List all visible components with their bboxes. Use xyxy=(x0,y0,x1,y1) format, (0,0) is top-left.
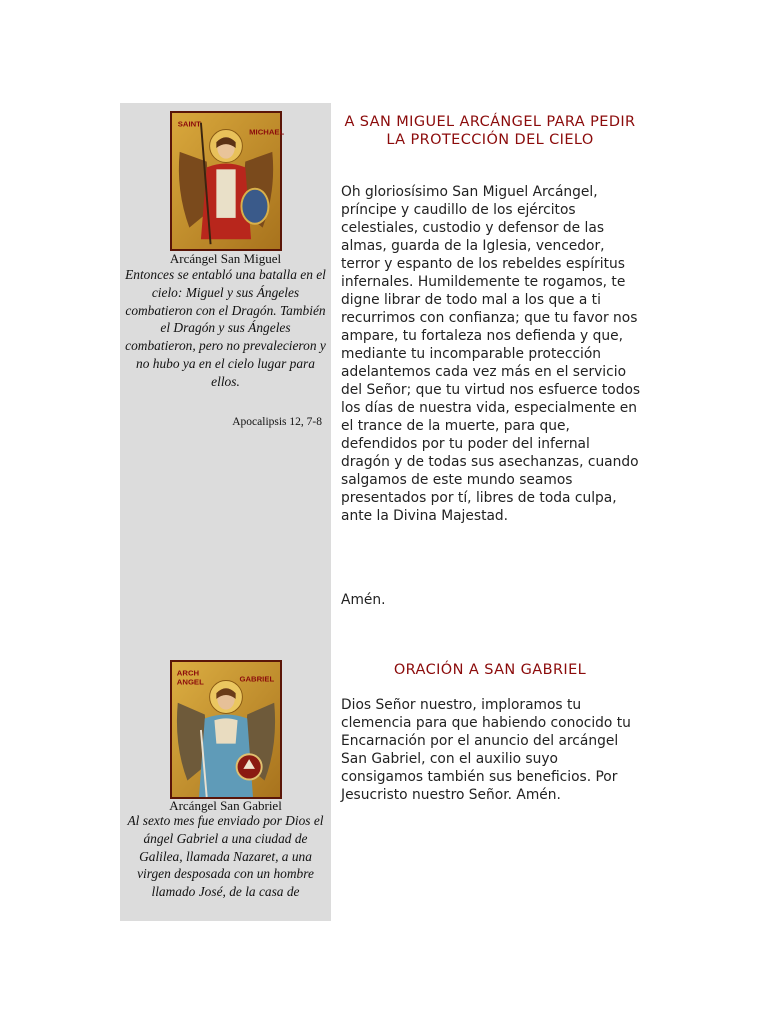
gabriel-caption-title: Arcángel San Gabriel xyxy=(169,798,282,813)
saint-michael-icon-image xyxy=(170,111,285,251)
michael-caption-title: Arcángel San Miguel xyxy=(169,251,282,266)
michael-prayer-title: A SAN MIGUEL ARCÁNGEL PARA PEDIR LA PROTECCIÓN DEL CIELO xyxy=(344,114,636,148)
sidebar-column xyxy=(120,103,331,921)
icon-text-michael: MICHAEL xyxy=(249,127,285,137)
gabriel-prayer-body: Dios Señor nuestro, imploramos tu clemencia para que habiendo conocido tu Encarnación por el anuncio del arcángel San Gabriel, con el auxilio suyo consigamos también sus beneficios. Por Jesucristo nuestro Señor. Amén. xyxy=(341,697,631,803)
michael-prayer-body: Oh gloriosísimo San Miguel Arcángel, príncipe y caudillo de los ejércitos celestiales, custodio y defensor de las almas, guarda de la Iglesia, vencedor, terror y espanto de los rebeldes espíritus infernales. Humildemente te rogamos, te digne librar de todo mal a los que a ti recurrimos con confianza; que tu favor nos ampare, tu fortaleza nos defienda y que, mediante tu incomparable protección adelantemos cada vez más en el servicio del Señor; que tu virtud nos esfuerce todos los días de nuestra vida, especialmente en el trance de la muerte, para que, defendidos por tu poder del infernal dragón y de todas sus asechanzas, cuando salgamos de este mundo seamos presentados por tí, libres de toda culpa, ante la Divina Majestad. xyxy=(341,184,641,524)
michael-quote: Entonces se entabló una batalla en el cielo: Miguel y sus Ángeles combatieron con el Dragón. También el Dragón y sus Ángeles combatieron, pero no prevalecieron y no hubo ya en el cielo lugar para ellos. xyxy=(125,267,326,389)
icon-text-gabriel: GABRIEL xyxy=(239,674,275,684)
saint-gabriel-icon-image xyxy=(170,660,282,799)
icon-text-angel: ANGEL xyxy=(176,677,204,687)
michael-prayer-amen: Amén. xyxy=(341,592,386,608)
gabriel-prayer-title: ORACIÓN A SAN GABRIEL xyxy=(393,662,587,678)
gabriel-quote: Al sexto mes fue enviado por Dios el ángel Gabriel a una ciudad de Galilea, llamada Nazaret, a una virgen desposada con un hombre llamado José, de la casa de xyxy=(127,813,324,900)
icon-text-saint: SAINT xyxy=(177,119,201,129)
icon-text-arch: ARCH xyxy=(176,668,200,678)
michael-reference: Apocalipsis 12, 7-8 xyxy=(232,416,322,428)
